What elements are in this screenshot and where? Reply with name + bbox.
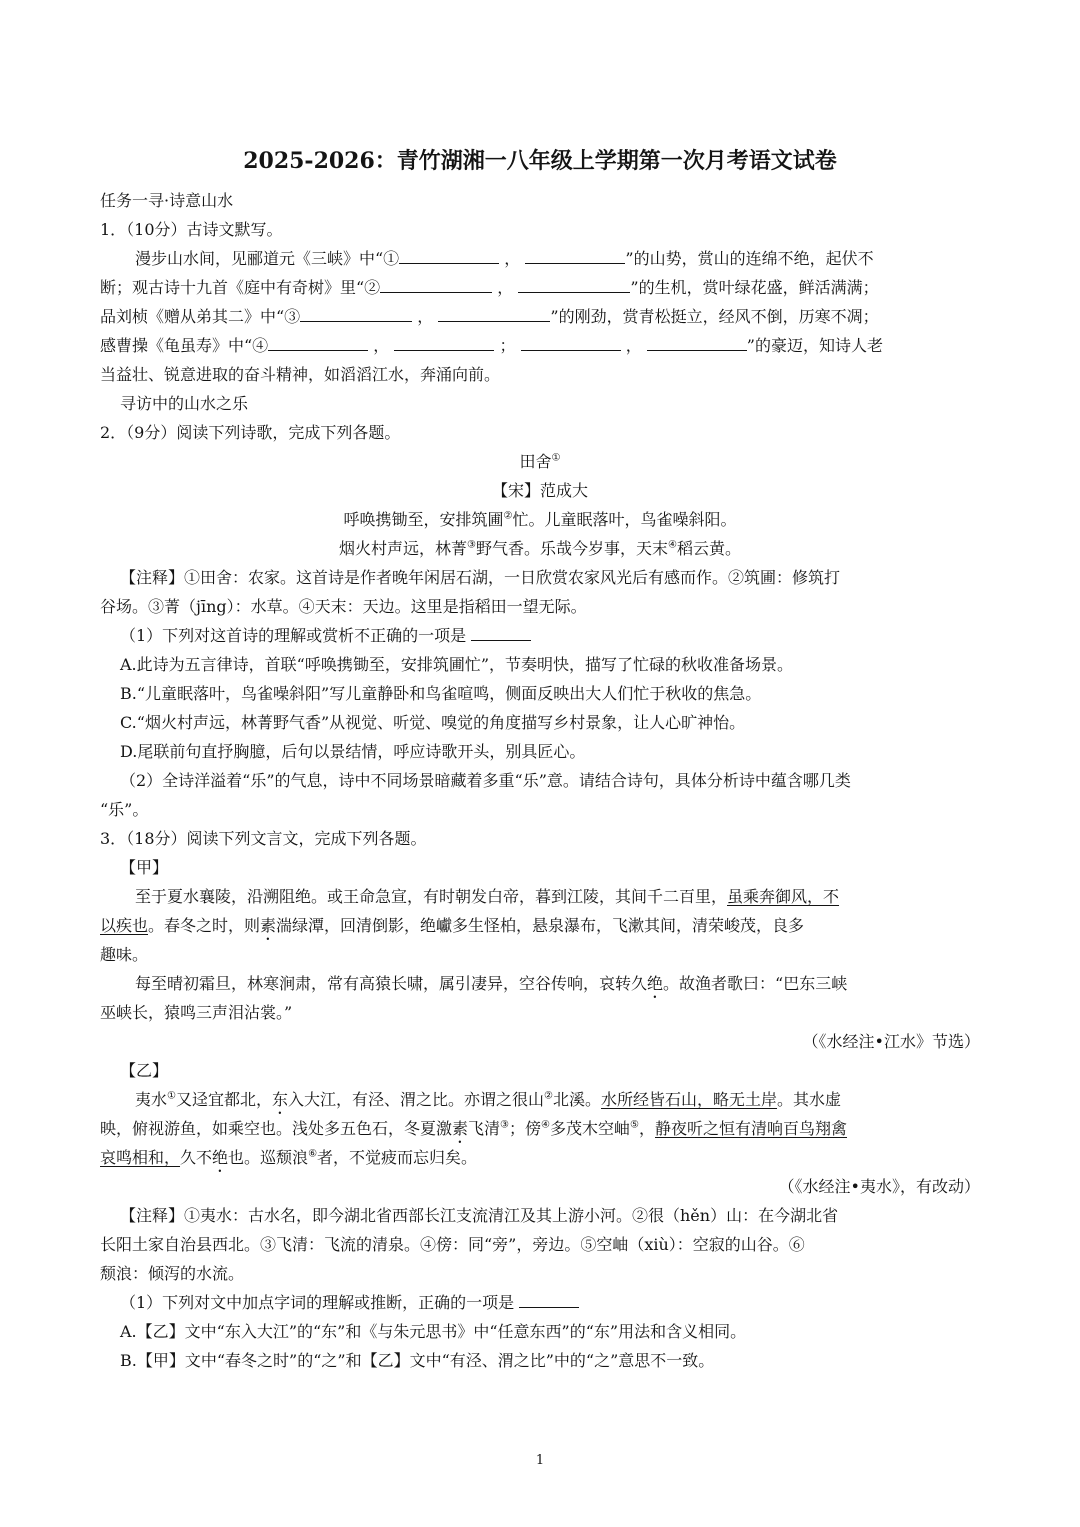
yi-note-3: 颓浪：倾泻的水流。	[100, 1264, 245, 1283]
poem-author: 【宋】范成大	[491, 481, 588, 500]
question-2-head: 2．（9分）阅读下列诗歌，完成下列各题。	[100, 423, 401, 442]
answer-blank[interactable]	[438, 306, 550, 322]
poem-line-1: 呼唤携锄至，安排筑圃②忙。儿童眠落叶，鸟雀噪斜阳。	[343, 510, 737, 529]
q1-line-5: 当益壮、锐意进取的奋斗精神，如滔滔江水，奔涌向前。	[100, 365, 501, 384]
q2-sub-2: （2）全诗洋溢着“乐”的气息，诗中不同场景暗藏着多重“乐”意。请结合诗句，具体分析诗中蕴含哪几类	[120, 771, 851, 790]
yi-line-1: 夷水①又迳宜都北，东入大江，有泾、渭之比。亦谓之很山②北溪。水所经皆石山，略无土岸。其水虚	[135, 1090, 842, 1109]
jia-line-3: 趣味。	[100, 945, 149, 964]
question-1-head: 1．（10分）古诗文默写。	[100, 220, 283, 239]
answer-blank[interactable]	[380, 277, 492, 293]
answer-blank[interactable]	[268, 335, 368, 351]
q3-option-b: B.【甲】文中“春冬之时”的“之”和【乙】文中“有泾、渭之比”中的“之”意思不一致。	[120, 1351, 715, 1370]
section-subheading: 寻访中的山水之乐	[120, 394, 249, 413]
poem-line-2: 烟火村声远，林菁③野气香。乐哉今岁事，天末④稻云黄。	[339, 539, 741, 558]
q1-line-2: 断；观古诗十九首《庭中有奇树》里“② ， ”的生机，赏叶绿花盛，鲜活满满；	[100, 278, 879, 297]
answer-blank[interactable]	[394, 335, 494, 351]
answer-blank[interactable]	[471, 625, 531, 641]
poem-note-1: 【注释】①田舍：农家。这首诗是作者晚年闲居石湖，一日欣赏农家风光后有感而作。②筑圃：修筑打	[120, 568, 841, 587]
jia-line-1: 至于夏水襄陵，沿溯阻绝。或王命急宣，有时朝发白帝，暮到江陵，其间千二百里，虽乘奔御风，不	[135, 887, 840, 906]
q3-sub-1: （1）下列对文中加点字词的理解或推断，正确的一项是	[120, 1292, 579, 1314]
q1-line-1: 漫步山水间，见郦道元《三峡》中“① ， ”的山势，赏山的连绵不绝，起伏不	[135, 249, 874, 268]
passage-jia-label: 【甲】	[120, 858, 169, 877]
q2-option-a: A.此诗为五言律诗，首联“呼唤携锄至，安排筑圃忙”，节奏明快，描写了忙碌的秋收准备场景。	[120, 655, 794, 674]
answer-blank[interactable]	[519, 1292, 579, 1308]
yi-source: （《水经注•夷水》，有改动）	[778, 1177, 980, 1196]
q2-sub-2-cont: “乐”。	[100, 800, 149, 819]
poem-title: 田舍①	[519, 452, 561, 471]
jia-line-5: 巫峡长，猿鸣三声泪沾裳。”	[100, 1003, 293, 1022]
question-3-head: 3．（18分）阅读下列文言文，完成下列各题。	[100, 829, 427, 848]
page-title: 2025-2026：青竹湖湘一八年级上学期第一次月考语文试卷	[243, 148, 837, 174]
q1-line-3: 品刘桢《赠从弟其二》中“③ ， ”的刚劲，赏青松挺立，经风不倒，历寒不凋；	[100, 307, 879, 326]
q2-option-c: C.“烟火村声远，林菁野气香”从视觉、听觉、嗅觉的角度描写乡村景象，让人心旷神怡。	[120, 713, 746, 732]
yi-line-2: 映，俯视游鱼，如乘空也。浅处多五色石，冬夏激素飞清③；傍④多茂木空岫⑤，静夜听之恒有清响百鸟翔禽	[100, 1119, 848, 1138]
poem-note-2: 谷场。③菁（jīng）：水草。④天末：天边。这里是指稻田一望无际。	[100, 597, 587, 616]
answer-blank[interactable]	[399, 248, 499, 264]
jia-line-2: 以疾也。春冬之时，则素湍绿潭，回清倒影，绝巘多生怪柏，悬泉瀑布，飞漱其间，清荣峻茂，良多	[100, 916, 805, 935]
passage-yi-label: 【乙】	[120, 1061, 169, 1080]
task-heading: 任务一寻·诗意山水	[100, 191, 234, 210]
q1-line-4: 感曹操《龟虽寿》中“④ ， ； ， ”的豪迈，知诗人老	[100, 336, 883, 355]
answer-blank[interactable]	[518, 277, 630, 293]
answer-blank[interactable]	[647, 335, 747, 351]
q2-sub-1: （1）下列对这首诗的理解或赏析不正确的一项是	[120, 625, 531, 647]
jia-source: （《水经注•江水》节选）	[802, 1032, 980, 1051]
yi-note-2: 长阳土家自治县西北。③飞清：飞流的清泉。④傍：同“旁”，旁边。⑤空岫（xiù）：空寂的山谷。⑥	[100, 1235, 805, 1254]
q2-option-d: D.尾联前句直抒胸臆，后句以景结情，呼应诗歌开头，别具匠心。	[120, 742, 586, 761]
yi-line-3: 哀鸣相和，久不绝也。巡颓浪⑥者，不觉疲而忘归矣。	[100, 1148, 478, 1167]
answer-blank[interactable]	[300, 306, 412, 322]
q2-option-b: B.“儿童眠落叶，鸟雀噪斜阳”写儿童静卧和鸟雀喧鸣，侧面反映出大人们忙于秋收的焦急。	[120, 684, 762, 703]
answer-blank[interactable]	[521, 335, 621, 351]
jia-line-4: 每至晴初霜旦，林寒涧肃，常有高猿长啸，属引凄异，空谷传响，哀转久绝。故渔者歌曰：“巴东三峡	[135, 974, 848, 993]
page-number: 1	[535, 1453, 545, 1468]
yi-note-1: 【注释】①夷水：古水名，即今湖北省西部长江支流清江及其上游小河。②很（hěn）山：在今湖北省	[120, 1206, 839, 1225]
q3-option-a: A.【乙】文中“东入大江”的“东”和《与朱元思书》中“任意东西”的“东”用法和含义相同。	[120, 1322, 747, 1341]
answer-blank[interactable]	[525, 248, 625, 264]
